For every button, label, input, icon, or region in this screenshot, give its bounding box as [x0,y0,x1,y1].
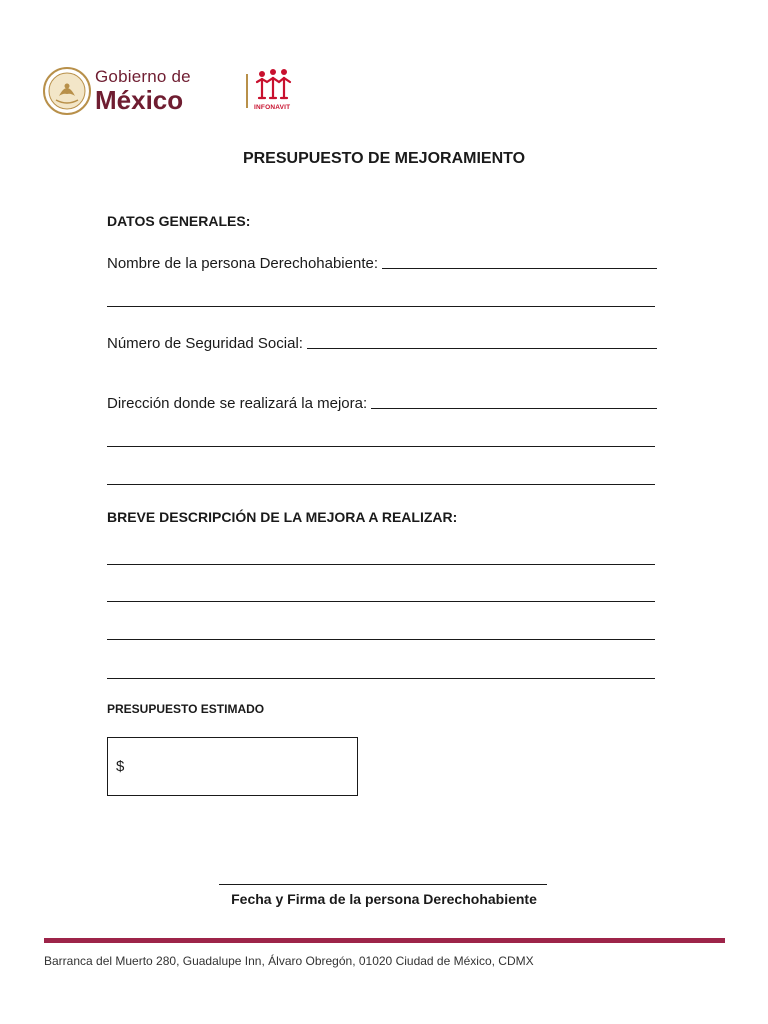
beneficiary-name-line[interactable] [382,268,657,269]
social-security-number-line[interactable] [307,348,657,349]
gov-line-2: México [95,85,184,115]
mexico-coat-of-arms-icon [42,66,92,116]
signature-line[interactable] [219,884,547,885]
footer-bar [44,938,725,943]
beneficiary-name-label: Nombre de la persona Derechohabiente: [107,255,379,272]
footer-address: Barranca del Muerto 280, Guadalupe Inn, Álvaro Obregón, 01020 Ciudad de México, CDMX [44,954,534,968]
document-header [42,64,342,116]
infonavit-logo [254,68,302,112]
estimated-budget-label: PRESUPUESTO ESTIMADO [107,702,265,716]
general-data-heading: DATOS GENERALES: [107,213,251,229]
infonavit-label: INFONAVIT [254,104,291,111]
beneficiary-name-field[interactable] [107,252,657,272]
improvement-address-field[interactable] [107,392,657,412]
government-wordmark [95,68,191,113]
address-continuation-line-1[interactable] [107,446,655,447]
beneficiary-name-continuation-line[interactable] [107,306,655,307]
signature-label: Fecha y Firma de la persona Derechohabiente [231,891,537,907]
description-heading: BREVE DESCRIPCIÓN DE LA MEJORA A REALIZAR: [107,509,458,525]
gov-line-1: Gobierno de [95,67,191,86]
improvement-address-label: Dirección donde se realizará la mejora: [107,395,368,412]
description-line-4[interactable] [107,678,655,679]
currency-symbol: $ [116,758,125,775]
page-title: PRESUPUESTO DE MEJORAMIENTO [242,150,526,167]
social-security-number-field[interactable] [107,332,657,352]
description-line-3[interactable] [107,639,655,640]
logo-divider [246,74,248,108]
social-security-number-label: Número de Seguridad Social: [107,335,303,352]
description-line-1[interactable] [107,564,655,565]
address-continuation-line-2[interactable] [107,484,655,485]
estimated-budget-box[interactable] [107,737,358,796]
infonavit-people-icon [254,68,302,102]
description-line-2[interactable] [107,601,655,602]
improvement-address-line[interactable] [371,408,657,409]
